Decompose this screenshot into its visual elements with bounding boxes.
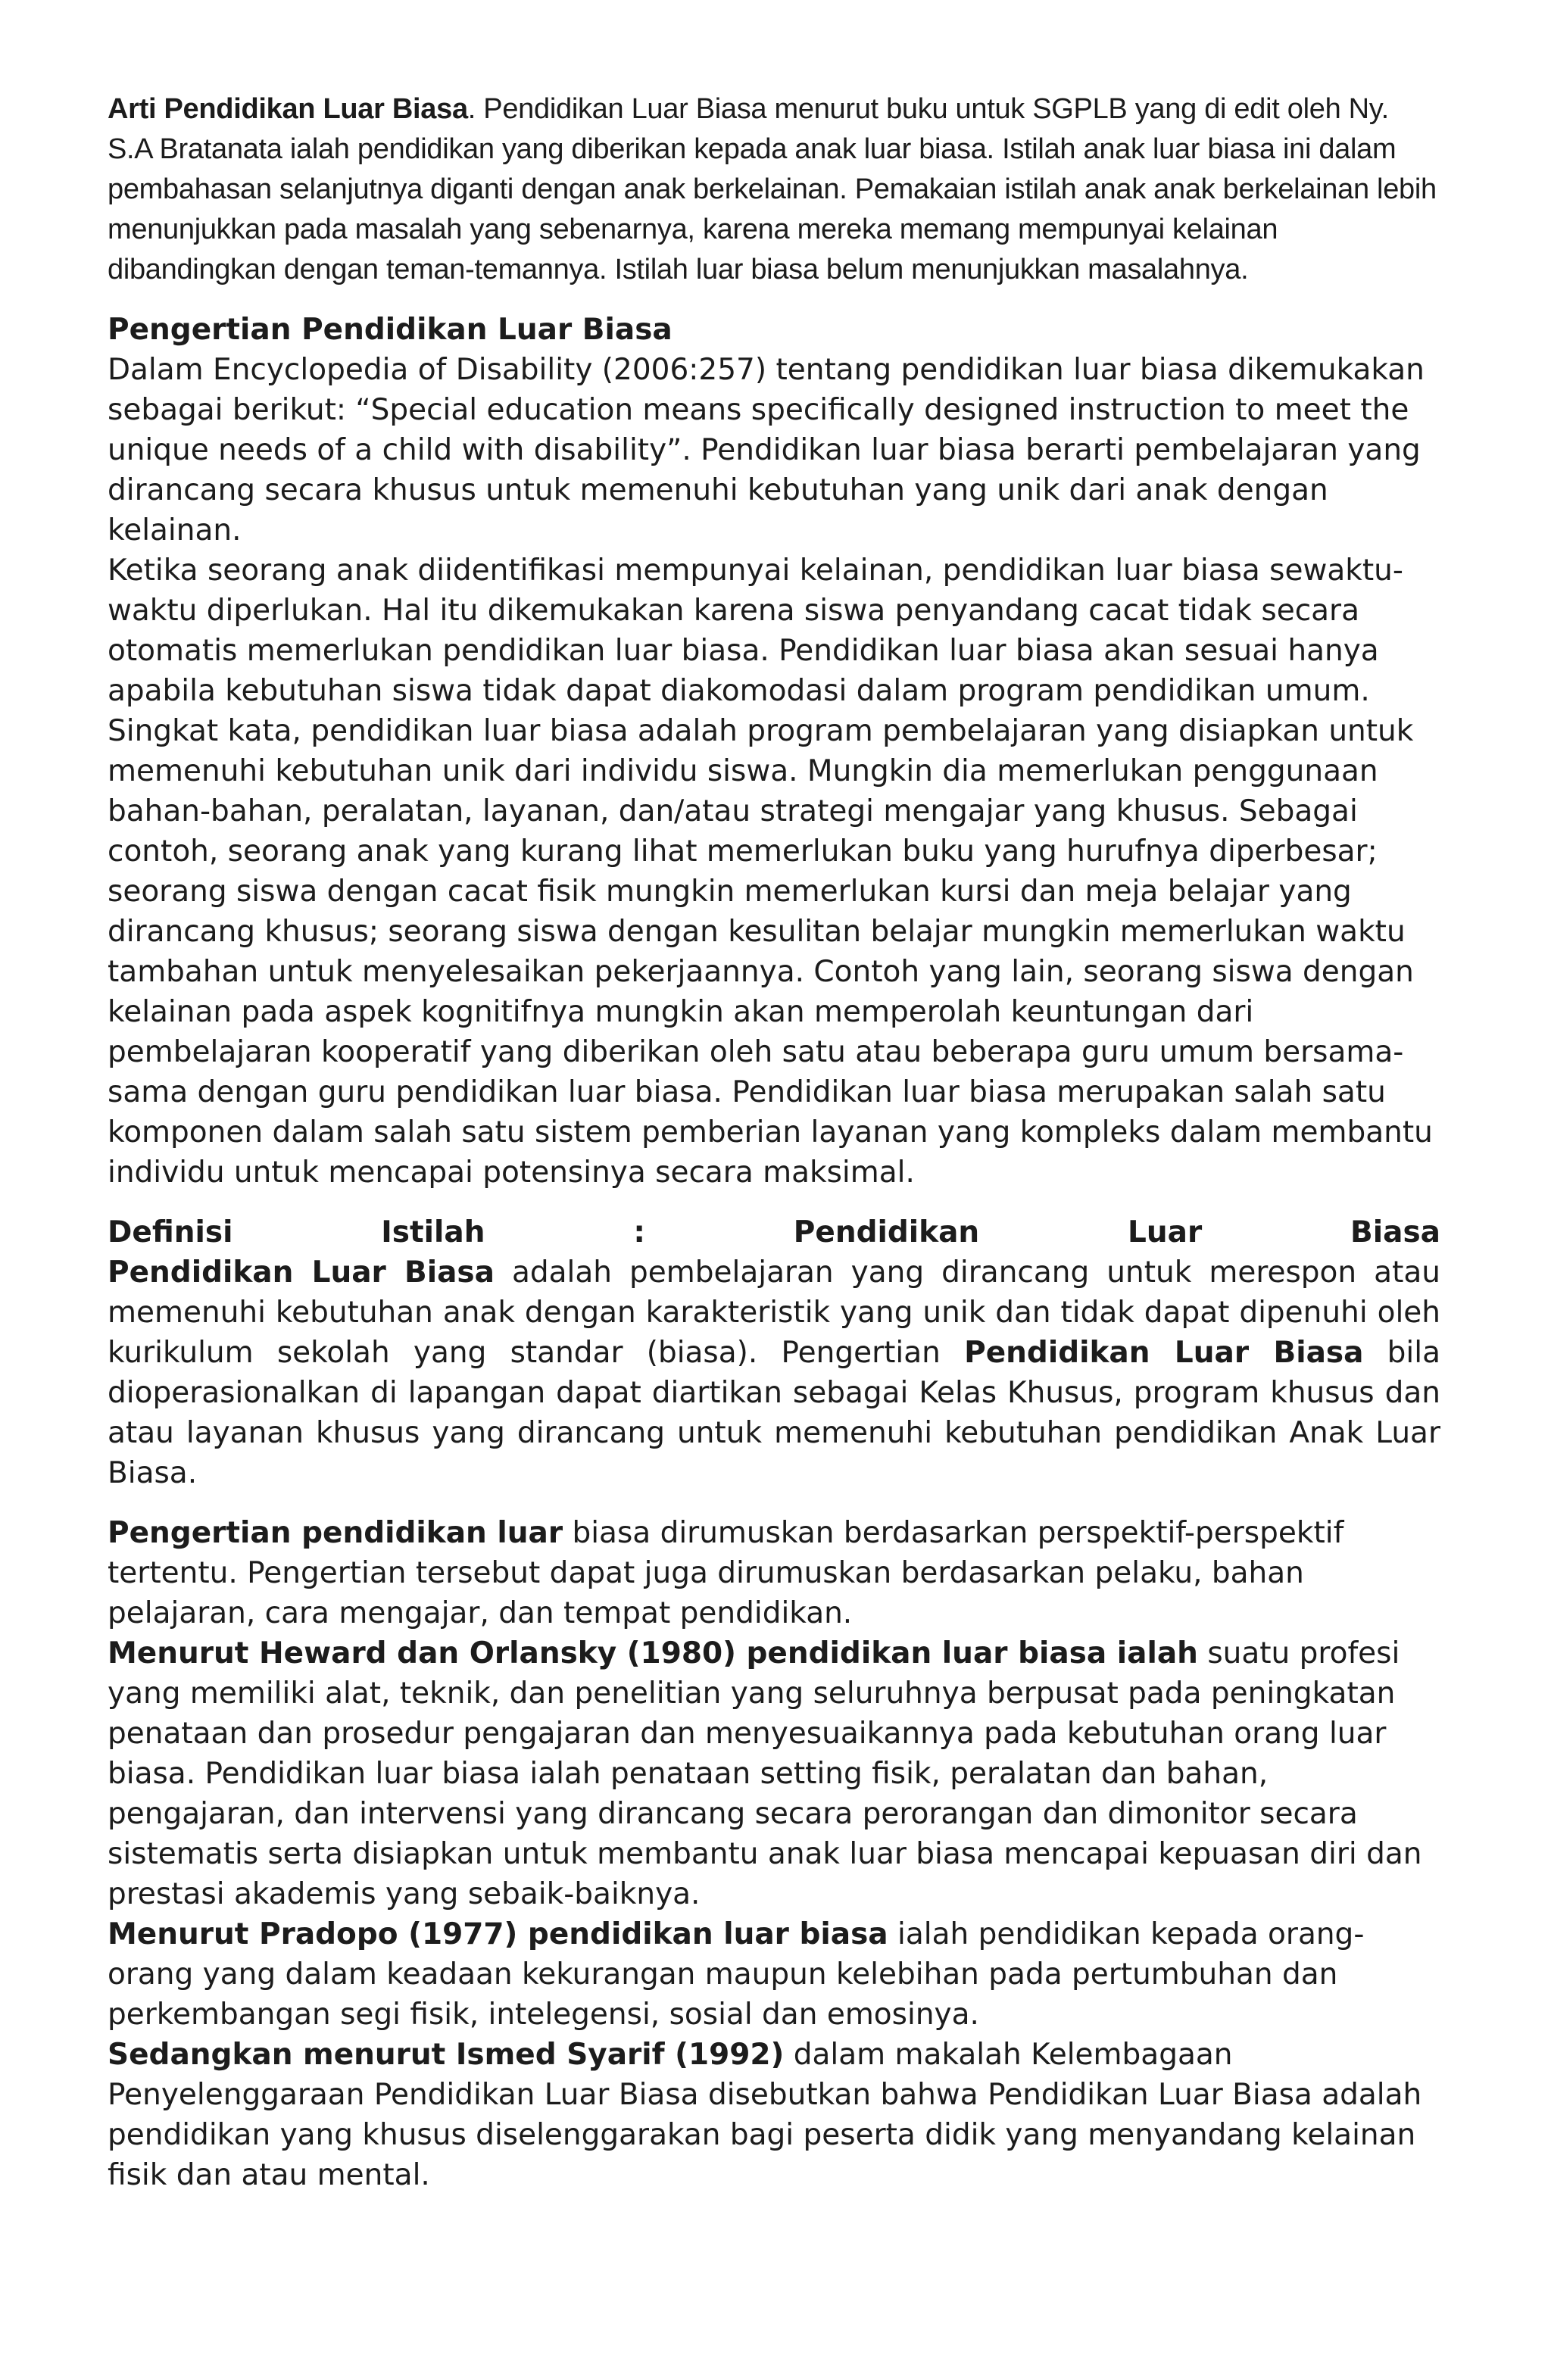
- paragraph-pradopo: Menurut Pradopo (1977) pendidikan luar biasa ialah pendidikan kepada orang-orang yang dalam keadaan kekurangan maupun kelebihan pada pertumbuhan dan perkembangan segi fisik, intelegensi, sosial dan emosinya.: [108, 1917, 1365, 2032]
- section-heading-definisi: Definisi Istilah : Pendidikan Luar Biasa: [108, 1215, 1440, 1249]
- section-pengertian: [108, 310, 1440, 1193]
- section-heading-pengertian: Pengertian Pendidikan Luar Biasa: [108, 313, 673, 347]
- document-page: [108, 89, 1440, 2195]
- paragraph-heward: Menurut Heward dan Orlansky (1980) pendidikan luar biasa ialah suatu profesi yang memiliki alat, teknik, dan penelitian yang seluruhnya berpusat pada peningkatan penataan dan prosedur pengajaran dan menyesuaikannya pada kebutuhan orang luar biasa. Pendidikan luar biasa ialah penataan setting fisik, peralatan dan bahan, pengajaran, dan intervensi yang dirancang secara perorangan dan dimonitor secara sistematis serta disiapkan untuk membantu anak luar biasa mencapai kepuasan diri dan prestasi akademis yang sebaik-baiknya.: [108, 1636, 1422, 1911]
- intro-paragraph: [108, 89, 1440, 290]
- paragraph-definisi: Pendidikan Luar Biasa adalah pembelajaran yang dirancang untuk merespon atau memenuhi kebutuhan anak dengan karakteristik yang unik dan tidak dapat dipenuhi oleh kurikulum sekolah yang standar (biasa). Pengertian Pendidikan Luar Biasa bila dioperasionalkan di lapangan dapat diartikan sebagai Kelas Khusus, program khusus dan atau layanan khusus yang dirancang untuk memenuhi kebutuhan pendidikan Anak Luar Biasa.: [108, 1256, 1440, 1490]
- paragraph-perspektif: Pengertian pendidikan luar biasa dirumuskan berdasarkan perspektif-perspektif tertentu. Pengertian tersebut dapat juga dirumuskan berdasarkan pelaku, bahan pelajaran, cara mengajar, dan tempat pendidikan.: [108, 1516, 1344, 1630]
- section-definisi: [108, 1212, 1440, 1493]
- paragraph-ismed-syarif: Sedangkan menurut Ismed Syarif (1992) dalam makalah Kelembagaan Penyelenggaraan Pendidikan Luar Biasa disebutkan bahwa Pendidikan Luar Biasa adalah pendidikan yang khusus diselenggarakan bagi peserta didik yang menyandang kelainan fisik dan atau mental.: [108, 2038, 1422, 2192]
- paragraph-encyclopedia: Dalam Encyclopedia of Disability (2006:257) tentang pendidikan luar biasa dikemukakan sebagai berikut: “Special education means specifically designed instruction to meet the unique needs of a child with disability”. Pendidikan luar biasa berarti pembelajaran yang dirancang secara khusus untuk memenuhi kebutuhan yang unik dari anak dengan kelainan.: [108, 353, 1425, 547]
- intro-heading: Arti Pendidikan Luar Biasa: [108, 93, 468, 125]
- paragraph-identifikasi: Ketika seorang anak diidentifikasi mempunyai kelainan, pendidikan luar biasa sewaktu-waktu diperlukan. Hal itu dikemukakan karena siswa penyandang cacat tidak secara otomatis memerlukan pendidikan luar biasa. Pendidikan luar biasa akan sesuai hanya apabila kebutuhan siswa tidak dapat diakomodasi dalam program pendidikan umum. Singkat kata, pendidikan luar biasa adalah program pembelajaran yang disiapkan untuk memenuhi kebutuhan unik dari individu siswa. Mungkin dia memerlukan penggunaan bahan-bahan, peralatan, layanan, dan/atau strategi mengajar yang khusus. Sebagai contoh, seorang anak yang kurang lihat memerlukan buku yang hurufnya diperbesar; seorang siswa dengan cacat fisik mungkin memerlukan kursi dan meja belajar yang dirancang khusus; seorang siswa dengan kesulitan belajar mungkin memerlukan waktu tambahan untuk menyelesaikan pekerjaannya. Contoh yang lain, seorang siswa dengan kelainan pada aspek kognitifnya mungkin akan memperolah keuntungan dari pembelajaran kooperatif yang diberikan oleh satu atau beberapa guru umum bersama-sama dengan guru pendidikan luar biasa. Pendidikan luar biasa merupakan salah satu komponen dalam salah satu sistem pemberian layanan yang kompleks dalam membantu individu untuk mencapai potensinya secara maksimal.: [108, 554, 1433, 1190]
- section-perspektif: [108, 1513, 1440, 2195]
- intro-text: . Pendidikan Luar Biasa menurut buku untuk SGPLB yang di edit oleh Ny. S.A Bratanata ialah pendidikan yang diberikan kepada anak luar biasa. Istilah anak luar biasa ini dalam pembahasan selanjutnya diganti dengan anak berkelainan. Pemakaian istilah anak anak berkelainan lebih menunjukkan pada masalah yang sebenarnya, karena mereka memang mempunyai kelainan dibandingkan dengan teman-temannya. Istilah luar biasa belum menunjukkan masalahnya.: [108, 93, 1437, 285]
